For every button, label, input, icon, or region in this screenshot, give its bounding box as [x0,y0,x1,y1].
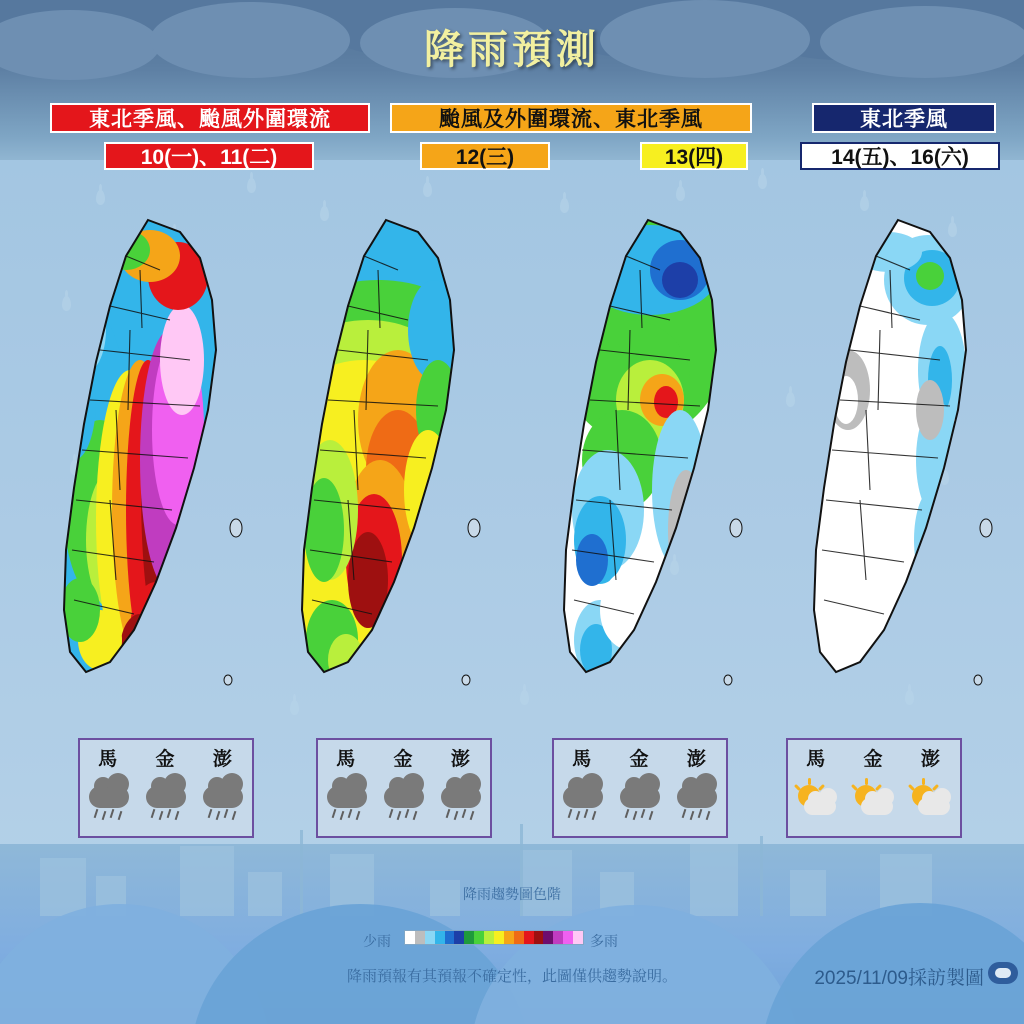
rain-map-panel-1 [268,210,498,710]
rain-cloud-icon [617,782,663,826]
rain-cloud-icon [324,782,370,826]
rain-map-panel-3 [780,210,1010,710]
condition-header-0: 東北季風、颱風外圍環流 [50,103,370,133]
date-row [0,142,1024,172]
colorbar-low-label: 少雨 [363,933,391,949]
offshore-island-box-1 [316,738,492,838]
rain-cloud-icon [560,782,606,826]
taiwan-map-3 [780,210,1010,710]
page-title: 降雨預測 [424,28,600,72]
island-label-peng: 澎 [212,748,234,770]
rain-map-panel-2 [530,210,760,710]
island-label-kin: 金 [863,748,885,770]
rain-cloud-icon [381,782,427,826]
offshore-island-box-3 [786,738,962,838]
date-chip-1: 12(三) [420,142,550,170]
taiwan-map-0 [30,210,260,710]
rain-cloud-icon [438,782,484,826]
channel-logo-icon [988,962,1018,984]
island-label-peng: 澎 [686,748,708,770]
colorbar-title: 降雨趨勢圖色階 [463,886,561,902]
island-label-kin: 金 [629,748,651,770]
condition-header-2: 東北季風 [812,103,996,133]
rain-cloud-icon [674,782,720,826]
island-label-ma: 馬 [336,748,358,770]
colorbar-gradient [404,930,584,945]
disclaimer-text: 降雨預報有其預報不確定性，此圖僅供趨勢說明。 [346,968,677,985]
taiwan-map-1 [268,210,498,710]
rain-cloud-icon [200,782,246,826]
rain-cloud-icon [143,782,189,826]
colorbar-high-label: 多雨 [590,933,618,949]
sun-cloud-icon [851,782,897,826]
taiwan-map-2 [530,210,760,710]
credit-text: 2025/11/09採訪製圖 [814,968,984,989]
date-chip-2: 13(四) [640,142,748,170]
island-label-kin: 金 [155,748,177,770]
sun-cloud-icon [908,782,954,826]
island-label-peng: 澎 [920,748,942,770]
condition-header-1: 颱風及外圍環流、東北季風 [390,103,752,133]
offshore-island-box-0 [78,738,254,838]
offshore-island-box-2 [552,738,728,838]
island-label-ma: 馬 [572,748,594,770]
date-chip-0: 10(一)、11(二) [104,142,314,170]
rain-cloud-icon [86,782,132,826]
date-chip-3: 14(五)、16(六) [800,142,1000,170]
island-label-ma: 馬 [806,748,828,770]
rain-map-panel-0 [30,210,260,710]
sun-cloud-icon [794,782,840,826]
condition-header-row [0,103,1024,137]
island-label-peng: 澎 [450,748,472,770]
island-label-kin: 金 [393,748,415,770]
island-label-ma: 馬 [98,748,120,770]
